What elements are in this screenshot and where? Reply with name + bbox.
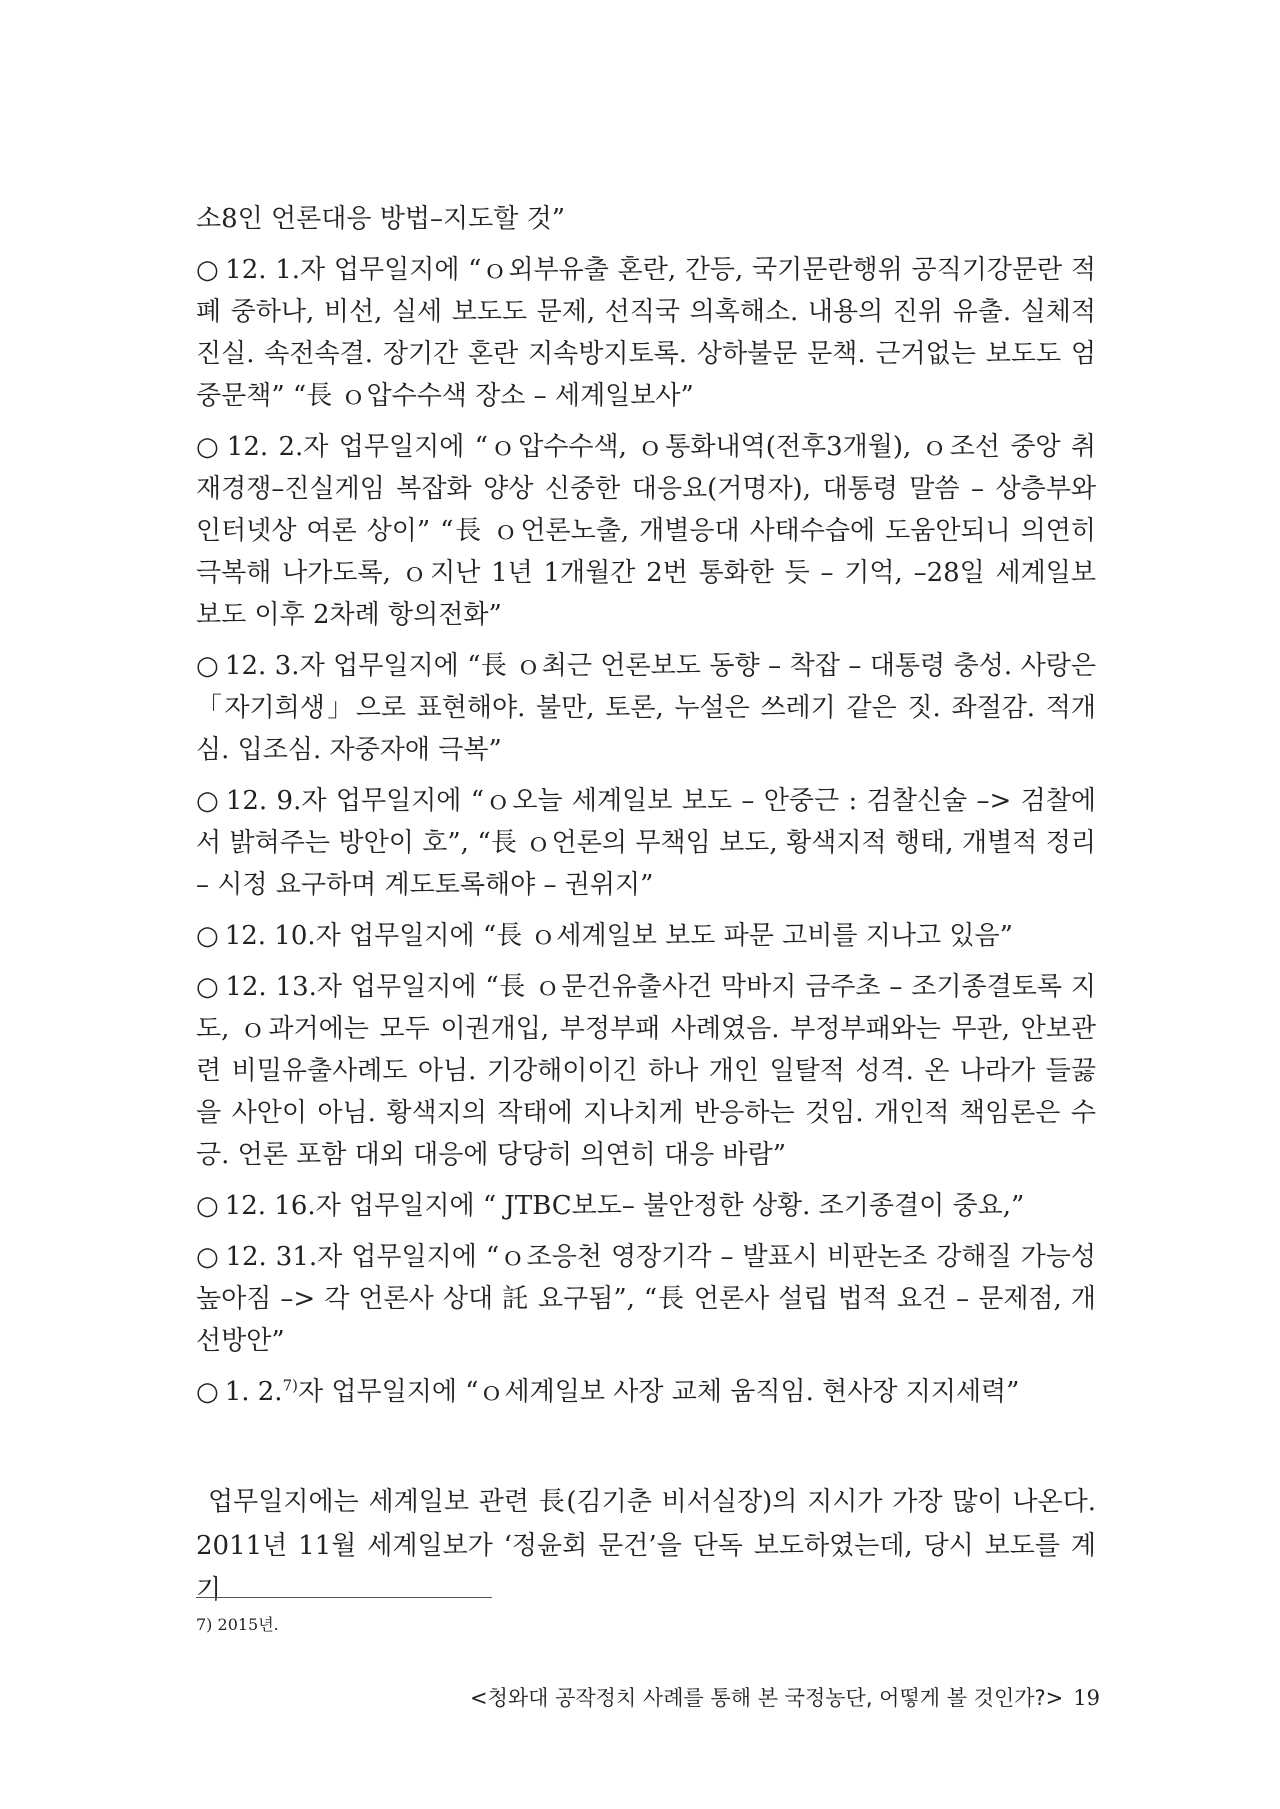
circle-bullet-icon: ○ <box>196 921 219 951</box>
entry-text: 12. 13.자 업무일지에 “長 ｏ문건유출사건 막바지 금주초 – 조기종결토록 지도, ｏ과거에는 모두 이권개입, 부정부패 사례였음. 부정부패와는 무관, 안보관련 비밀유출사례도 아님. 기강해이이긴 하나 개인 일탈적 성격. 온 나라가 들끓을 사안이 아님. 황색지의 작태에 지나치게 반응하는 것임. 개인적 책임론은 수긍. 언론 포함 대외 대응에 당당히 의연히 대응 바람” <box>196 972 1096 1170</box>
diary-entry <box>196 249 1096 417</box>
entry-text: 12. 2.자 업무일지에 “ｏ압수수색, ｏ통화내역(전후3개월), ｏ조선 중앙 취재경쟁–진실게임 복잡화 양상 신중한 대응요(거명자), 대통령 말씀 – 상층부와 인터넷상 여론 상이” “長 ｏ언론노출, 개별응대 사태수습에 도움안되니 의연히 극복해 나가도록, ｏ지난 1년 1개월간 2번 통화한 듯 – 기억, –28일 세계일보 보도 이후 2차례 항의전화” <box>196 432 1097 630</box>
entry-text: 12. 10.자 업무일지에 “長 ｏ세계일보 보도 파문 고비를 지나고 있음” <box>224 921 1013 951</box>
circle-bullet-icon: ○ <box>196 1242 220 1272</box>
footnote-divider <box>196 1597 492 1598</box>
diary-entry <box>196 426 1096 636</box>
diary-entry-last <box>196 1371 1096 1413</box>
circle-bullet-icon: ○ <box>196 255 220 285</box>
diary-entry <box>196 915 1096 957</box>
body-text <box>196 198 1096 1422</box>
diary-entry <box>196 966 1096 1176</box>
circle-bullet-icon: ○ <box>196 1377 219 1407</box>
intro-line: 소8인 언론대응 방법–지도할 것” <box>196 204 566 234</box>
footnote: 7) 2015년. <box>196 1615 279 1634</box>
entry-text: 자 업무일지에 “ｏ세계일보 사장 교체 움직임. 현사장 지지세력” <box>297 1377 1020 1407</box>
diary-entry <box>196 1185 1096 1227</box>
entry-date: 1. 2. <box>224 1377 283 1407</box>
entry-text: 12. 16.자 업무일지에 “ JTBC보도– 불안정한 상황. 조기종결이 중요,” <box>224 1191 1025 1221</box>
diary-entry <box>196 645 1096 771</box>
closing-text: 업무일지에는 세계일보 관련 長(김기춘 비서실장)의 지시가 가장 많이 나온다. 2011년 11월 세계일보가 ‘정윤회 문건’을 단독 보도하였는데, 당시 보도를 계기 <box>196 1487 1096 1605</box>
diary-entry-list <box>196 249 1096 1362</box>
circle-bullet-icon: ○ <box>196 786 220 816</box>
entry-text: 12. 1.자 업무일지에 “ｏ외부유출 혼란, 간등, 국기문란행위 공직기강문란 적폐 중하나, 비선, 실세 보도도 문제, 선직국 의혹해소. 내용의 진위 유출. 실체적 진실. 속전속결. 장기간 혼란 지속방지토록. 상하불문 문책. 근거없는 보도도 엄중문책” “長 ｏ압수수색 장소 – 세계일보사” <box>196 255 1096 411</box>
footer-title: <청와대 공작정치 사례를 통해 본 국정농단, 어떻게 볼 것인가?> <box>469 1686 1064 1710</box>
page-footer <box>470 1684 1100 1712</box>
circle-bullet-icon: ○ <box>196 432 221 462</box>
page-number: 19 <box>1073 1686 1100 1710</box>
diary-entry <box>196 780 1096 906</box>
entry-text: 12. 31.자 업무일지에 “ｏ조응천 영장기각 – 발표시 비판논조 강해질 가능성 높아짐 –> 각 언론사 상대 託 요구됨”, “長 언론사 설립 법적 요건 – 문제점, 개선방안” <box>196 1242 1097 1356</box>
diary-entry <box>196 1236 1096 1362</box>
circle-bullet-icon: ○ <box>196 1191 219 1221</box>
circle-bullet-icon: ○ <box>196 651 219 681</box>
circle-bullet-icon: ○ <box>196 972 220 1002</box>
footnote-ref[interactable]: 7) <box>282 1376 298 1395</box>
closing-paragraph <box>196 1480 1096 1612</box>
entry-text: 12. 3.자 업무일지에 “長 ｏ최근 언론보도 동향 – 착잡 – 대통령 충성. 사랑은 「자기희생」으로 표현해야. 불만, 토론, 누설은 쓰레기 같은 짓. 좌절감. 적개심. 입조심. 자중자애 극복” <box>196 651 1096 765</box>
entry-text: 12. 9.자 업무일지에 “ｏ오늘 세계일보 보도 – 안중근 : 검찰신술 –> 검찰에서 밝혀주는 방안이 호”, “長 ｏ언론의 무책임 보도, 황색지적 행태, 개별적 정리 – 시정 요구하며 계도토록해야 – 권위지” <box>196 786 1096 900</box>
